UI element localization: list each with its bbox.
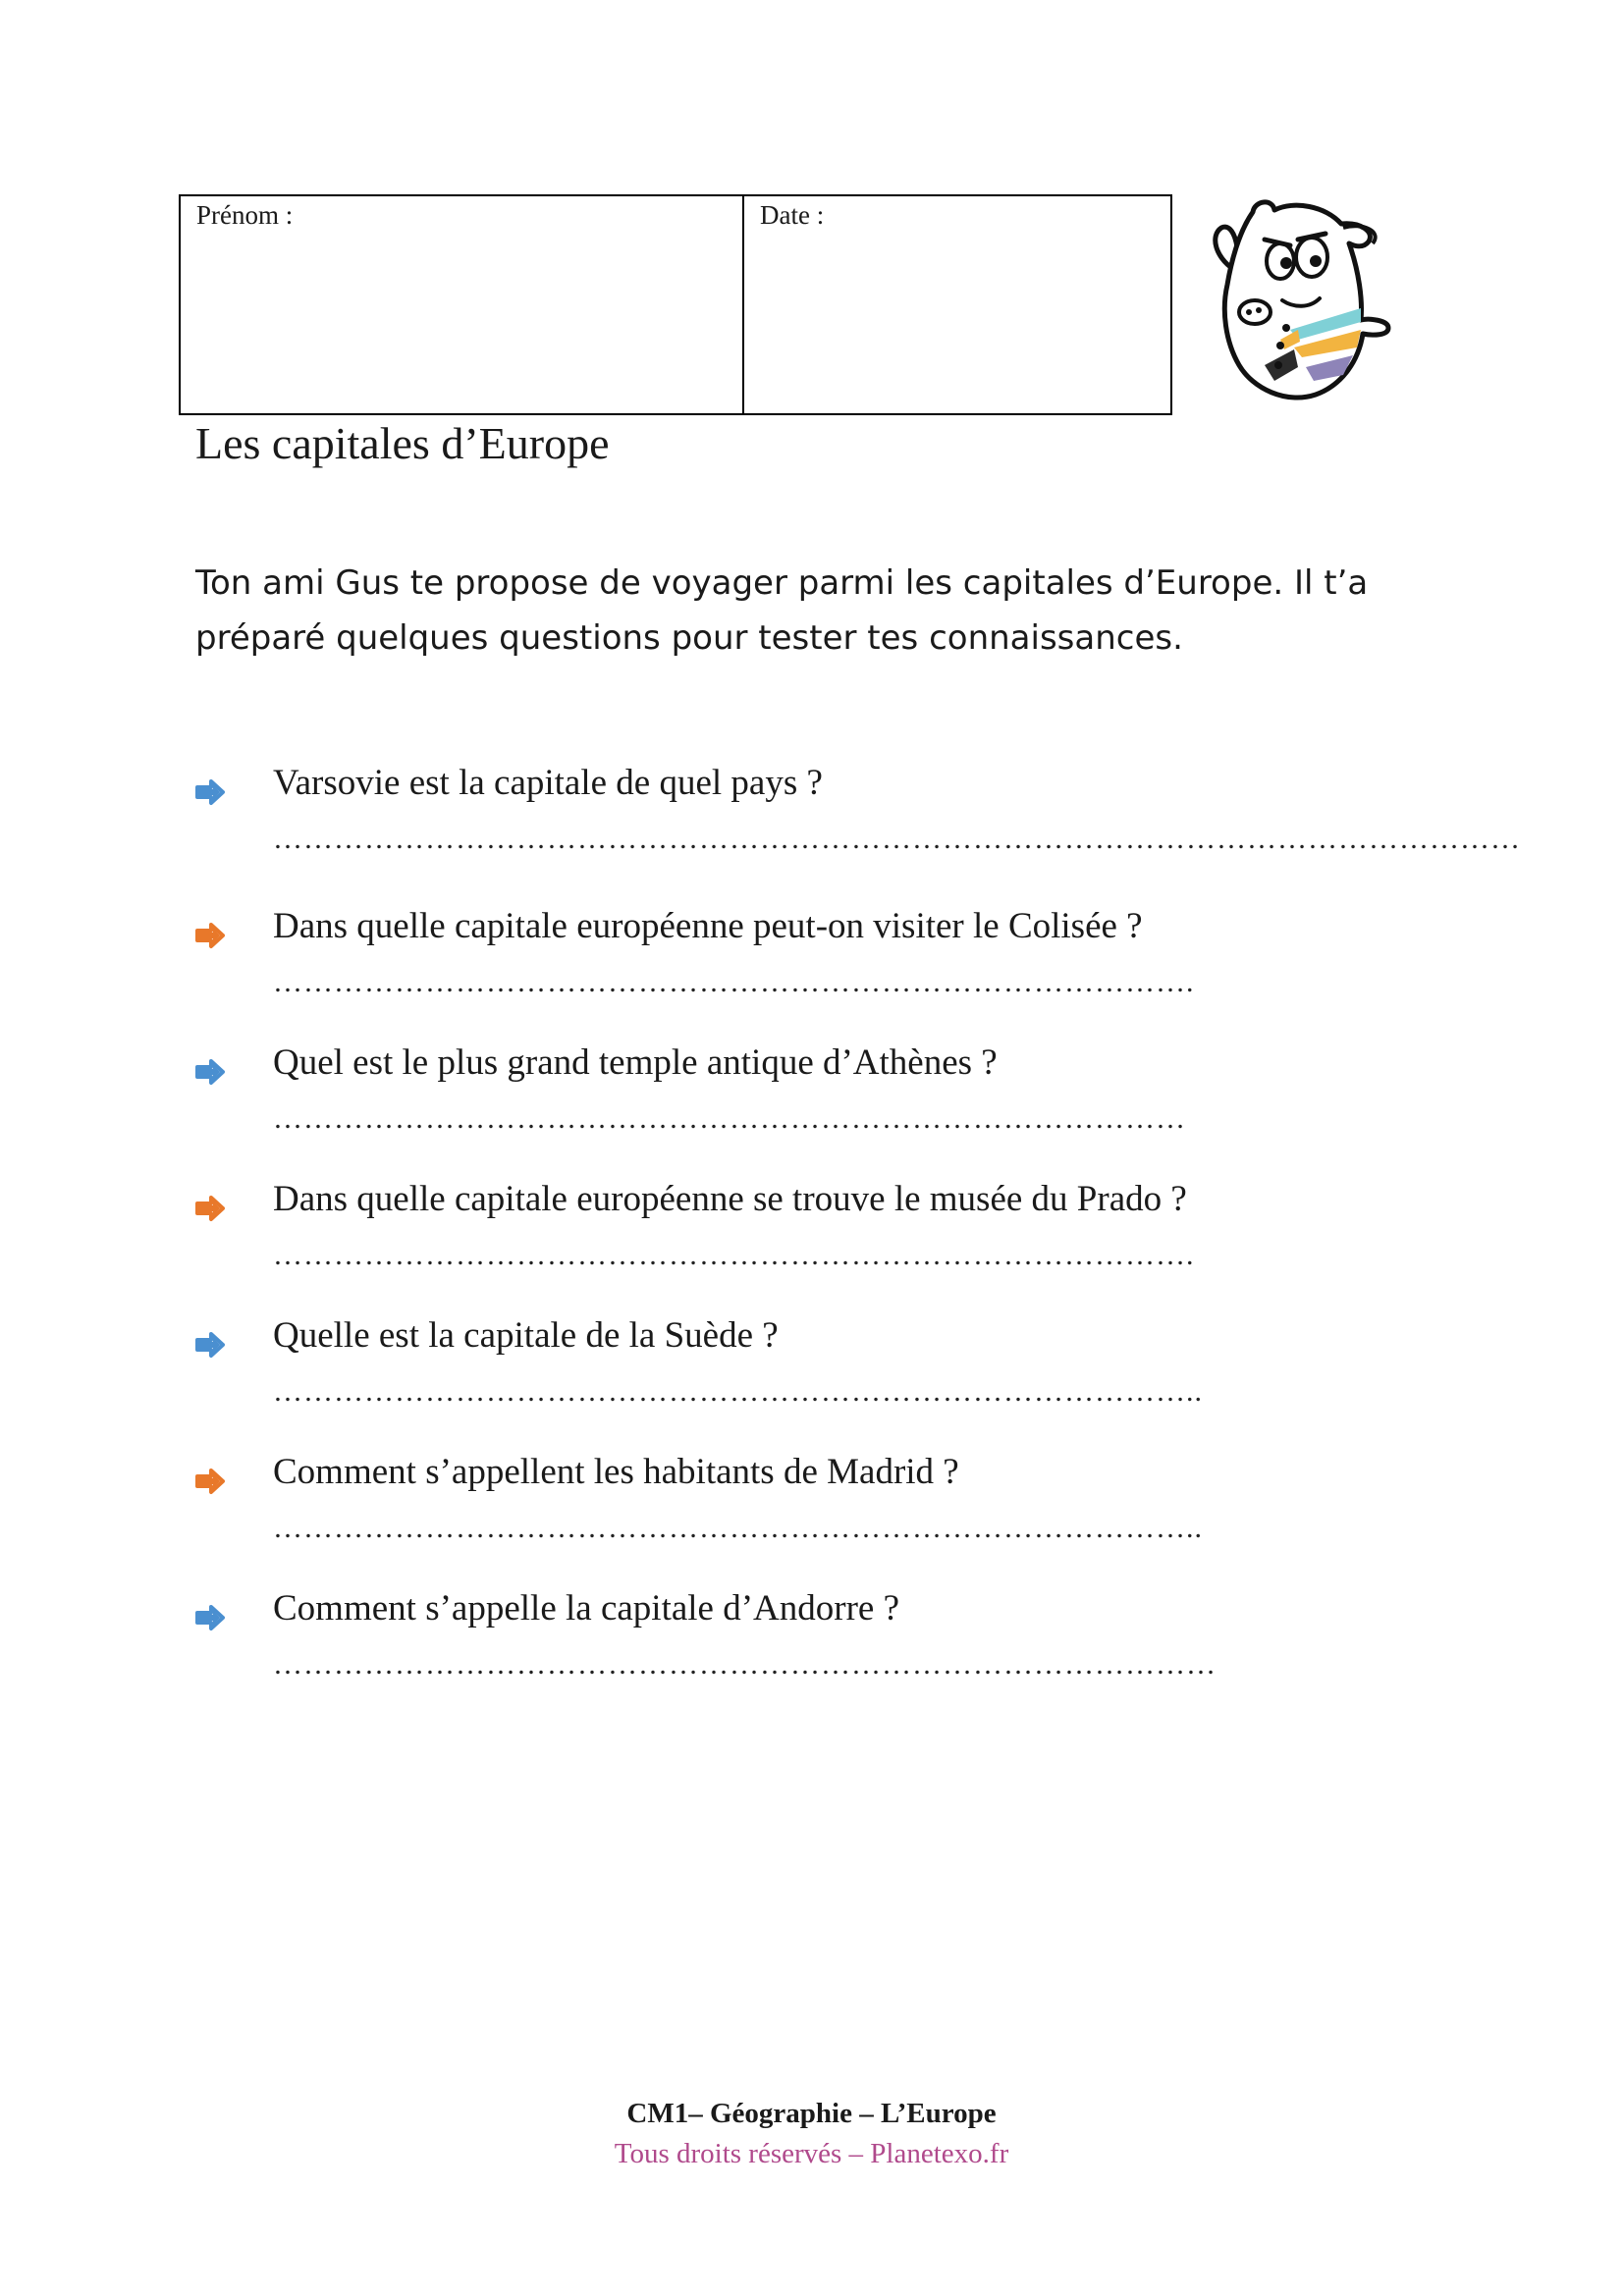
question-text: Quelle est la capitale de la Suède ? (273, 1315, 779, 1356)
arrow-bullet-icon (195, 1057, 225, 1087)
arrow-bullet-icon (195, 1467, 225, 1496)
arrow-bullet-icon (195, 921, 225, 950)
question-item (0, 762, 1623, 899)
date-cell[interactable] (744, 196, 1170, 413)
arrow-bullet-icon (195, 1330, 225, 1360)
question-text: Comment s’appellent les habitants de Madrid ? (273, 1452, 959, 1492)
intro-paragraph: Ton ami Gus te propose de voyager parmi les capitales d’Europe. Il t’a préparé quelques questions pour tester tes connaissances. (195, 563, 1369, 658)
answer-line[interactable]: ……………………………………………………………………………… (273, 1102, 1186, 1135)
question-text: Dans quelle capitale européenne se trouve le musée du Prado ? (273, 1179, 1187, 1219)
question-item (0, 1451, 1623, 1588)
question-item (0, 1587, 1623, 1725)
footer-course-label: CM1– Géographie – L’Europe (626, 2098, 997, 2129)
question-text: Dans quelle capitale européenne peut-on visiter le Colisée ? (273, 906, 1143, 946)
answer-line[interactable]: ………………………………………………………………………………. (273, 966, 1195, 998)
answer-line[interactable]: ……………………………………………………………………………….. (273, 1375, 1203, 1408)
identity-table (179, 194, 1172, 415)
date-label: Date : (760, 200, 825, 230)
arrow-bullet-icon (195, 1194, 225, 1223)
name-cell[interactable] (181, 196, 744, 413)
name-label: Prénom : (196, 200, 294, 230)
question-item (0, 1178, 1623, 1315)
page-title: Les capitales d’Europe (195, 418, 610, 468)
question-item (0, 905, 1623, 1042)
answer-line[interactable]: ………………………………………………………………………………… (273, 1648, 1217, 1681)
question-text: Quel est le plus grand temple antique d’Athènes ? (273, 1042, 998, 1083)
answer-line[interactable]: …………………………………………………………………………………………………………… (273, 823, 1521, 855)
arrow-bullet-icon (195, 777, 225, 807)
arrow-bullet-icon (195, 1603, 225, 1632)
gus-mascot-illustration (1196, 192, 1412, 414)
answer-line[interactable]: ……………………………………………………………………………….. (273, 1512, 1203, 1544)
question-item (0, 1314, 1623, 1452)
question-text: Comment s’appelle la capitale d’Andorre ? (273, 1588, 899, 1629)
question-item (0, 1041, 1623, 1179)
answer-line[interactable]: ………………………………………………………………………………. (273, 1239, 1195, 1271)
footer-copyright: Tous droits réservés – Planetexo.fr (614, 2138, 1009, 2169)
question-text: Varsovie est la capitale de quel pays ? (273, 763, 823, 803)
